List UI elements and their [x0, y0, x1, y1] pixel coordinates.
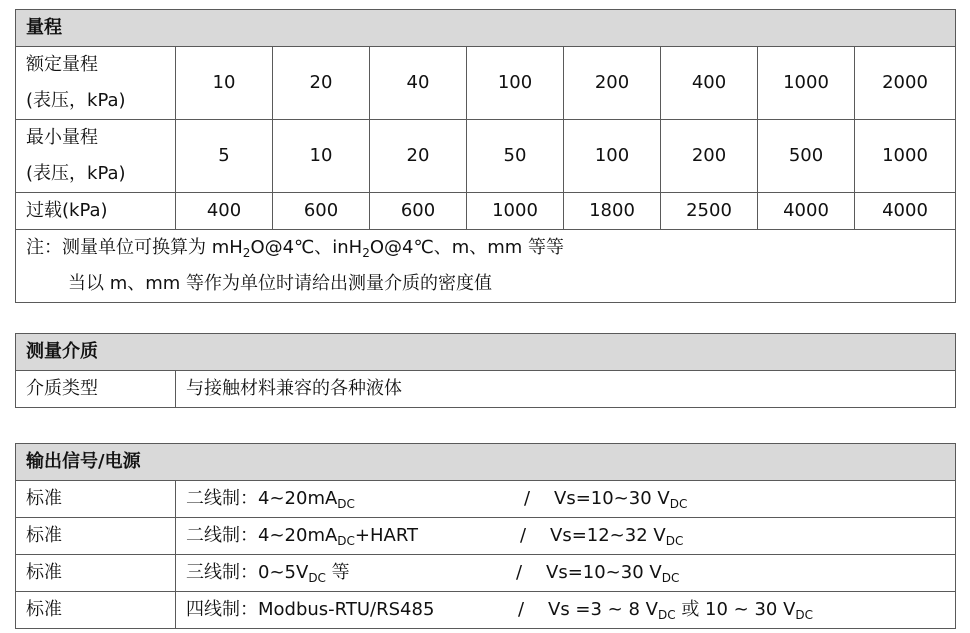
overload-value: 600 [273, 193, 370, 230]
output-row [16, 592, 956, 629]
rated-value: 400 [661, 47, 758, 120]
output-label: 标准 [16, 592, 176, 629]
medium-row [16, 371, 956, 408]
output-row [16, 481, 956, 518]
supply-voltage: Vs=10~30 $V_{DC}$ [554, 488, 688, 511]
overload-value: 2500 [661, 193, 758, 230]
min-value: 1000 [855, 120, 956, 193]
overload-value: 4000 [758, 193, 855, 230]
rated-range-label: 额定量程 (表压，kPa) [16, 47, 176, 120]
overload-value: 4000 [855, 193, 956, 230]
output-row [16, 518, 956, 555]
signal-text: 三线制：$0\sim 5V_{DC}$ 等 [186, 562, 350, 585]
rated-value: 100 [467, 47, 564, 120]
supply-voltage: Vs =3 ~ 8 $V_{DC}$ 或 10 ~ 30 $V_{DC}$ [548, 599, 814, 622]
overload-label: 过载(kPa) [16, 193, 176, 230]
min-value: 50 [467, 120, 564, 193]
min-range-row [16, 120, 956, 193]
signal-text: 二线制：$4\sim 20mA_{DC}+HART$ [186, 525, 419, 548]
medium-header: 测量介质 [16, 334, 956, 371]
min-value: 200 [661, 120, 758, 193]
rated-value: 1000 [758, 47, 855, 120]
supply-voltage: Vs=12~32 $V_{DC}$ [550, 525, 684, 548]
output-label: 标准 [16, 518, 176, 555]
separator: / [520, 525, 527, 546]
output-value [176, 555, 956, 592]
min-value: 100 [564, 120, 661, 193]
output-header: 输出信号/电源 [16, 444, 956, 481]
min-value: 10 [273, 120, 370, 193]
output-label: 标准 [16, 555, 176, 592]
overload-value: 1800 [564, 193, 661, 230]
medium-value: 与接触材料兼容的各种液体 [176, 371, 956, 408]
separator: / [518, 599, 525, 620]
output-value [176, 592, 956, 629]
output-table [15, 443, 956, 629]
rated-value: 10 [176, 47, 273, 120]
rated-value: 40 [370, 47, 467, 120]
range-table [15, 9, 956, 303]
overload-value: 400 [176, 193, 273, 230]
rated-value: 2000 [855, 47, 956, 120]
output-value [176, 518, 956, 555]
medium-table [15, 333, 956, 408]
separator: / [524, 488, 531, 509]
min-value: 5 [176, 120, 273, 193]
unit-note [16, 230, 956, 303]
overload-value: 600 [370, 193, 467, 230]
note-line-2: 当以 m、mm 等作为单位时请给出测量介质的密度值 [68, 273, 493, 294]
medium-label: 介质类型 [16, 371, 176, 408]
note-line-1: 注：测量单位可换算为 $mH_2O@4℃$、inH$_2$O@4℃、m、mm 等等 [26, 237, 565, 260]
separator: / [516, 562, 523, 583]
supply-voltage: Vs=10~30 $V_{DC}$ [546, 562, 680, 585]
min-value: 500 [758, 120, 855, 193]
overload-row [16, 193, 956, 230]
min-range-label: 最小量程 (表压，kPa) [16, 120, 176, 193]
rated-value: 200 [564, 47, 661, 120]
min-value: 20 [370, 120, 467, 193]
output-label: 标准 [16, 481, 176, 518]
rated-value: 20 [273, 47, 370, 120]
output-row [16, 555, 956, 592]
rated-range-row [16, 47, 956, 120]
signal-text: 四线制：Modbus-RTU/RS485 [186, 599, 435, 620]
overload-value: 1000 [467, 193, 564, 230]
output-value [176, 481, 956, 518]
range-header: 量程 [16, 10, 956, 47]
signal-text: 二线制：$4\sim 20mA_{DC}$ [186, 488, 355, 511]
note-row [16, 230, 956, 303]
